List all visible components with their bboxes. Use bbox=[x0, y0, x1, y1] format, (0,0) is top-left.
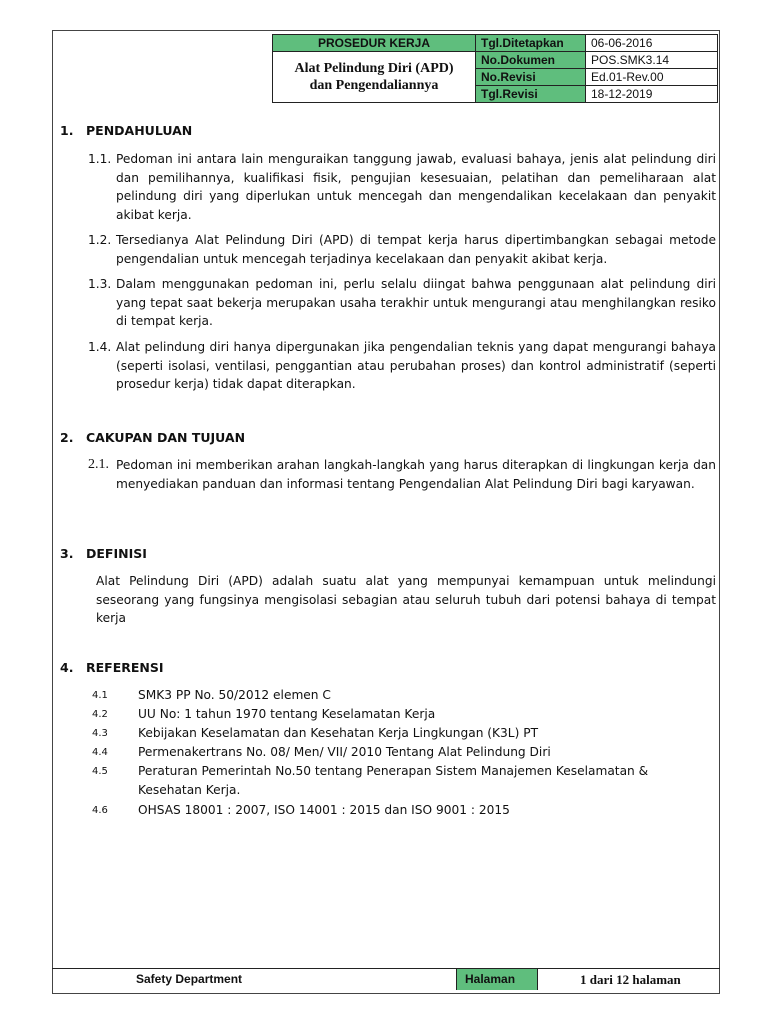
title-line-2: dan Pengendaliannya bbox=[309, 78, 439, 93]
item-number: 4.3 bbox=[92, 728, 108, 739]
list-item bbox=[88, 231, 716, 268]
item-text: Permenakertrans No. 08/ Men/ VII/ 2010 Tentang Alat Pelindung Diri bbox=[138, 745, 551, 759]
item-text: Alat pelindung diri hanya dipergunakan jika pengendalian teknis yang dapat mengurangi bahaya (seperti isolasi, ventilasi, penggantian atau perubahan proses) dan kontrol administratif (seperti prosedur kerja) tidak dapat diterapkan. bbox=[116, 340, 716, 392]
footer-page-count: 1 dari 12 halaman bbox=[580, 972, 681, 987]
item-text: Pedoman ini memberikan arahan langkah-langkah yang harus diterapkan di lingkungan kerja dan menyediakan panduan dan informasi tentang Pengendalian Alat Pelindung Diri bagi karyawan. bbox=[116, 458, 716, 491]
item-number: 4.5 bbox=[92, 766, 108, 777]
list-item bbox=[92, 686, 712, 705]
definition-paragraph: Alat Pelindung Diri (APD) adalah suatu alat yang mempunyai kemampuan untuk melindungi seseorang yang fungsinya mengisolasi sebagian atau seluruh tubuh dari potensi bahaya di tempat kerja bbox=[96, 574, 716, 626]
item-text: OHSAS 18001 : 2007, ISO 14001 : 2015 dan ISO 9001 : 2015 bbox=[138, 803, 510, 817]
document-header-table bbox=[272, 34, 718, 103]
footer-page-label: Halaman bbox=[456, 969, 538, 990]
item-text: SMK3 PP No. 50/2012 elemen C bbox=[138, 688, 331, 702]
header-value-tgl-ditetapkan: 06-06-2016 bbox=[586, 35, 718, 52]
document-title bbox=[273, 52, 476, 103]
list-item bbox=[92, 705, 712, 724]
header-value-no-revisi: Ed.01-Rev.00 bbox=[586, 69, 718, 86]
section-number: 3. bbox=[60, 546, 74, 561]
header-value-no-dokumen: POS.SMK3.14 bbox=[586, 52, 718, 69]
list-item bbox=[92, 724, 712, 743]
item-number: 4.2 bbox=[92, 709, 108, 720]
list-item bbox=[88, 456, 716, 493]
item-text: Kebijakan Keselamatan dan Kesehatan Kerja Lingkungan (K3L) PT bbox=[138, 726, 539, 740]
title-line-1: Alat Pelindung Diri (APD) bbox=[294, 61, 454, 76]
list-item bbox=[92, 801, 712, 820]
item-text: Peraturan Pemerintah No.50 tentang Penerapan Sistem Manajemen Keselamatan & Kesehatan Kerja. bbox=[138, 764, 649, 797]
section-number: 2. bbox=[60, 430, 74, 445]
footer-department: Safety Department bbox=[136, 972, 243, 986]
section-title: REFERENSI bbox=[86, 660, 164, 675]
section-title: DEFINISI bbox=[86, 546, 147, 561]
item-text: UU No: 1 tahun 1970 tentang Keselamatan Kerja bbox=[138, 707, 436, 721]
list-item bbox=[92, 743, 712, 762]
item-text: Dalam menggunakan pedoman ini, perlu selalu diingat bahwa penggunaan alat pelindung diri yang tepat saat bekerja merupakan usaha terakhir untuk mengurangi atau menghilangkan resiko di tempat kerja. bbox=[116, 277, 716, 329]
item-number: 4.1 bbox=[92, 690, 108, 701]
header-label-no-dokumen: No.Dokumen bbox=[476, 52, 586, 69]
header-label-no-revisi: No.Revisi bbox=[476, 69, 586, 86]
list-item bbox=[88, 150, 716, 224]
section-number: 1. bbox=[60, 123, 74, 138]
header-value-tgl-revisi: 18-12-2019 bbox=[586, 86, 718, 103]
header-label-tgl-revisi: Tgl.Revisi bbox=[476, 86, 586, 103]
list-item bbox=[92, 762, 712, 799]
item-number: 4.6 bbox=[92, 805, 108, 816]
doc-type-label: PROSEDUR KERJA bbox=[273, 35, 476, 52]
item-text: Pedoman ini antara lain menguraikan tanggung jawab, evaluasi bahaya, jenis alat pelindung diri dan pemilihannya, kualifikasi fisik, pengujian kesesuaian, pelatihan dan pemeliharaan alat pelindung diri yang diperlukan untuk mencegah dan mengendalikan kecelakaan dan penyakit akibat kerja. bbox=[116, 152, 716, 222]
item-number: 1.4. bbox=[88, 340, 112, 354]
item-number: 1.1. bbox=[88, 152, 112, 166]
list-item bbox=[88, 275, 716, 331]
header-label-tgl-ditetapkan: Tgl.Ditetapkan bbox=[476, 35, 586, 52]
section-number: 4. bbox=[60, 660, 74, 675]
item-number: 2.1. bbox=[88, 457, 109, 472]
section-title: PENDAHULUAN bbox=[86, 123, 193, 138]
item-number: 1.2. bbox=[88, 233, 112, 247]
page-footer bbox=[52, 968, 720, 990]
item-number: 4.4 bbox=[92, 747, 108, 758]
item-text: Tersedianya Alat Pelindung Diri (APD) di tempat kerja harus dipertimbangkan sebagai metode pengendalian untuk mencegah terjadinya kecelakaan dan penyakit akibat kerja. bbox=[116, 233, 716, 266]
list-item bbox=[88, 338, 716, 394]
section-title: CAKUPAN DAN TUJUAN bbox=[86, 430, 246, 445]
item-number: 1.3. bbox=[88, 277, 112, 291]
